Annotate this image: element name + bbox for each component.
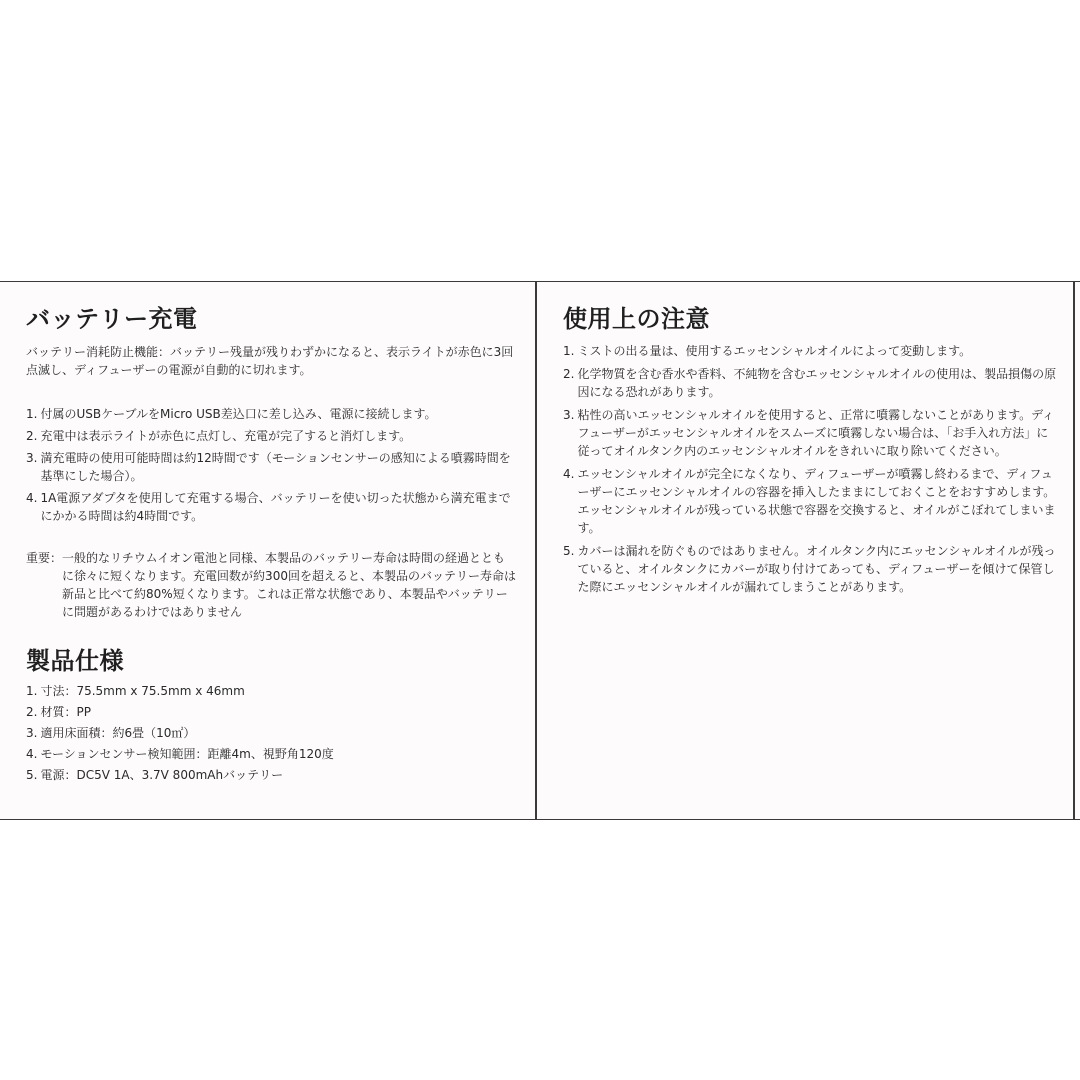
cautions-section-title: 使用上の注意 <box>563 305 710 333</box>
item-number: 5. <box>26 768 38 782</box>
specs-list <box>26 682 516 784</box>
list-item <box>563 465 1058 537</box>
item-text: ミストの出る量は、使用するエッセンシャルオイルによって変動します。 <box>577 344 972 358</box>
list-item <box>563 406 1058 460</box>
item-number: 3. <box>563 408 575 422</box>
item-number: 4. <box>26 491 38 505</box>
battery-important-note <box>26 549 516 621</box>
list-item <box>26 427 516 445</box>
item-text: 付属のUSBケーブルをMicro USB差込口に差し込み、電源に接続します。 <box>40 407 437 421</box>
item-number: 2. <box>26 429 38 443</box>
list-item <box>563 342 1058 360</box>
battery-intro-text: バッテリー消耗防止機能：バッテリー残量が残りわずかになると、表示ライトが赤色に3回点滅し、ディフューザーの電源が自動的に切れます。 <box>26 345 514 377</box>
list-item <box>26 449 516 485</box>
list-item <box>26 724 516 742</box>
list-item <box>563 365 1058 401</box>
cautions-list <box>563 342 1058 596</box>
battery-steps-list <box>26 405 516 525</box>
item-number: 3. <box>26 451 38 465</box>
left-column <box>26 282 516 784</box>
item-text: エッセンシャルオイルが完全になくなり、ディフューザーが噴霧し終わるまで、ディフューザーにエッセンシャルオイルの容器を挿入したままにしておくことをおすすめします。エッセンシャルオイルが残っている状態で容器を交換すると、オイルがこぼれてしまいます。 <box>577 467 1056 535</box>
item-text: 満充電時の使用可能時間は約12時間です（モーションセンサーの感知による噴霧時間を基準にした場合）。 <box>40 451 511 483</box>
item-text: 充電中は表示ライトが赤色に点灯し、充電が完了すると消灯します。 <box>40 429 412 443</box>
list-item <box>26 682 516 700</box>
list-item <box>563 542 1058 596</box>
item-number: 2. <box>563 367 575 381</box>
item-number: 1. <box>563 344 575 358</box>
list-item <box>26 745 516 763</box>
item-number: 1. <box>26 407 38 421</box>
item-number: 1. <box>26 684 38 698</box>
column-divider <box>535 282 537 819</box>
right-edge-divider <box>1073 282 1075 819</box>
list-item <box>26 489 516 525</box>
item-number: 5. <box>563 544 575 558</box>
item-text: 材質：PP <box>40 705 91 719</box>
list-item <box>26 703 516 721</box>
item-text: 寸法：75.5mm x 75.5mm x 46mm <box>40 684 245 698</box>
list-item <box>26 405 516 423</box>
item-text: モーションセンサー検知範囲：距離4m、視野角120度 <box>40 747 334 761</box>
item-text: 化学物質を含む香水や香料、不純物を含むエッセンシャルオイルの使用は、製品損傷の原因になる恐れがあります。 <box>577 367 1057 399</box>
item-text: 適用床面積：約6畳（10㎡） <box>40 726 196 740</box>
item-text: 粘性の高いエッセンシャルオイルを使用すると、正常に噴霧しないことがあります。ディフューザーがエッセンシャルオイルをスムーズに噴霧しない場合は、「お手入れ方法」に従ってオイルタンク内のエッセンシャルオイルをきれいに取り除いてください。 <box>577 408 1055 458</box>
item-number: 4. <box>563 467 575 481</box>
battery-section-title: バッテリー充電 <box>26 305 198 333</box>
note-text: 一般的なリチウムイオン電池と同様、本製品のバッテリー寿命は時間の経過とともに徐々に短くなります。充電回数が約300回を超えると、本製品のバッテリー寿命は新品と比べて約80%短くなります。これは正常な状態であり、本製品やバッテリーに問題があるわけではありません <box>62 551 516 619</box>
item-text: 1A電源アダプタを使用して充電する場合、バッテリーを使い切った状態から満充電までにかかる時間は約4時間です。 <box>40 491 511 523</box>
manual-page-band <box>0 281 1080 820</box>
item-text: 電源：DC5V 1A、3.7V 800mAhバッテリー <box>40 768 284 782</box>
item-number: 3. <box>26 726 38 740</box>
item-number: 4. <box>26 747 38 761</box>
item-text: カバーは漏れを防ぐものではありません。オイルタンク内にエッセンシャルオイルが残っていると、オイルタンクにカバーが取り付けてあっても、ディフューザーを傾けて保管した際にエッセンシャルオイルが漏れてしまうことがあります。 <box>577 544 1056 594</box>
list-item <box>26 766 516 784</box>
right-column <box>563 282 1058 596</box>
note-label: 重要： <box>26 551 63 565</box>
item-number: 2. <box>26 705 38 719</box>
specs-section-title: 製品仕様 <box>26 647 124 675</box>
